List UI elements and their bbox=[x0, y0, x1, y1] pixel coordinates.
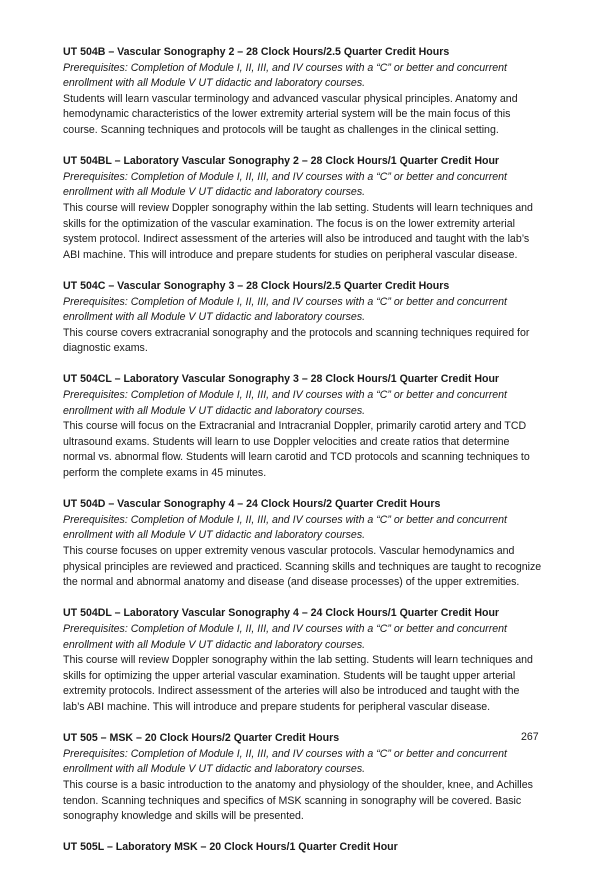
course-prerequisites: Prerequisites: Completion of Module I, II, III, and IV courses with a “C” or better and concurrent enrollment with all Module V UT didactic and laboratory courses. bbox=[63, 61, 507, 90]
course-description: This course will review Doppler sonography within the lab setting. Students will learn techniques and skills for optimizing the upper arterial vascular examination. Students will be taught upper arterial extremity protocols. Indirect assessment of the arteries will also be introduced and taught with the lab’s ABI machine. This will introduce and prepare students for peripheral vascular disease. bbox=[63, 654, 533, 713]
course-ut-504dl bbox=[63, 606, 543, 715]
course-title: UT 504C – Vascular Sonography 3 – 28 Clock Hours/2.5 Quarter Credit Hours bbox=[63, 279, 450, 292]
course-ut-504cl bbox=[63, 372, 543, 481]
course-title: UT 504CL – Laboratory Vascular Sonography 3 – 28 Clock Hours/1 Quarter Credit Hour bbox=[63, 373, 500, 386]
course-ut-504b bbox=[63, 45, 543, 139]
course-description: This course will review Doppler sonography within the lab setting. Students will learn techniques and skills for the optimization of the vascular examination. The focus is on the lower extremity arterial system protocol. Indirect assessment of the arteries will also be introduced and taught with the lab’s ABI machine. This will introduce and prepare students for studies on peripheral vascular disease. bbox=[63, 201, 533, 261]
course-description: This course covers extracranial sonography and the protocols and scanning techniques required for diagnostic exams. bbox=[63, 326, 530, 355]
course-title: UT 505 – MSK – 20 Clock Hours/2 Quarter Credit Hours bbox=[63, 732, 340, 745]
course-description: This course will focus on the Extracranial and Intracranial Doppler, primarily carotid artery and TCD ultrasound exams. Students will learn to use Doppler velocities and create ratios that determine normal vs. abnormal flow. Students will learn carotid and TCD protocols and scanning techniques to perform the complete exams in 45 minutes. bbox=[63, 420, 530, 480]
course-ut-504bl bbox=[63, 154, 543, 263]
course-ut-505l bbox=[63, 840, 543, 856]
course-title: UT 504D – Vascular Sonography 4 – 24 Clock Hours/2 Quarter Credit Hours bbox=[63, 498, 441, 511]
course-prerequisites: Prerequisites: Completion of Module I, II, III, and IV courses with a “C” or better and concurrent enrollment with all Module V UT didactic and laboratory courses. bbox=[63, 389, 507, 417]
course-title: UT 504BL – Laboratory Vascular Sonography 2 – 28 Clock Hours/1 Quarter Credit Hour bbox=[63, 155, 500, 168]
course-description: This course focuses on upper extremity venous vascular protocols. Vascular hemodynamics and physical principles are reviewed and practiced. Scanning skills and techniques are taught to recognize the normal and abnormal anatomy and disease (and disease processes) of the upper extremities. bbox=[63, 545, 542, 589]
course-prerequisites: Prerequisites: Completion of Module I, II, III, and IV courses with a “C” or better and concurrent enrollment with all Module V UT didactic and laboratory courses. bbox=[63, 513, 507, 542]
course-ut-504c bbox=[63, 279, 543, 357]
page-number: 267 bbox=[521, 731, 539, 743]
course-prerequisites: Prerequisites: Completion of Module I, II, III, and IV courses with a “C” or better and concurrent enrollment with all Module V UT didactic and laboratory courses. bbox=[63, 170, 507, 199]
course-ut-505 bbox=[63, 731, 543, 825]
course-ut-504d bbox=[63, 497, 543, 591]
course-title: UT 504B – Vascular Sonography 2 – 28 Clock Hours/2.5 Quarter Credit Hours bbox=[63, 46, 450, 58]
course-prerequisites: Prerequisites: Completion of Module I, II, III, and IV courses with a “C” or better and concurrent enrollment with all Module V UT didactic and laboratory courses. bbox=[63, 747, 507, 776]
course-description: Students will learn vascular terminology and advanced vascular physical principles. Anatomy and hemodynamic characteristics of the lower extremity arterial system will be the main focus of this course. Scanning techniques and protocols will be taught as challenges in the clinical setting. bbox=[63, 92, 518, 136]
course-prerequisites: Prerequisites: Completion of Module I, II, III, and IV courses with a “C” or better and concurrent enrollment with all Module V UT didactic and laboratory courses. bbox=[63, 622, 507, 651]
course-title: UT 505L – Laboratory MSK – 20 Clock Hours/1 Quarter Credit Hour bbox=[63, 841, 398, 854]
course-title: UT 504DL – Laboratory Vascular Sonography 4 – 24 Clock Hours/1 Quarter Credit Hour bbox=[63, 607, 500, 620]
course-description: This course is a basic introduction to the anatomy and physiology of the shoulder, knee, and Achilles tendon. Scanning techniques and specifics of MSK scanning in sonography will be covered. Basic sonography knowledge and skills will be presented. bbox=[63, 778, 533, 823]
course-prerequisites: Prerequisites: Completion of Module I, II, III, and IV courses with a “C” or better and concurrent enrollment with all Module V UT didactic and laboratory courses. bbox=[63, 295, 507, 324]
course-catalog-page bbox=[63, 45, 543, 871]
